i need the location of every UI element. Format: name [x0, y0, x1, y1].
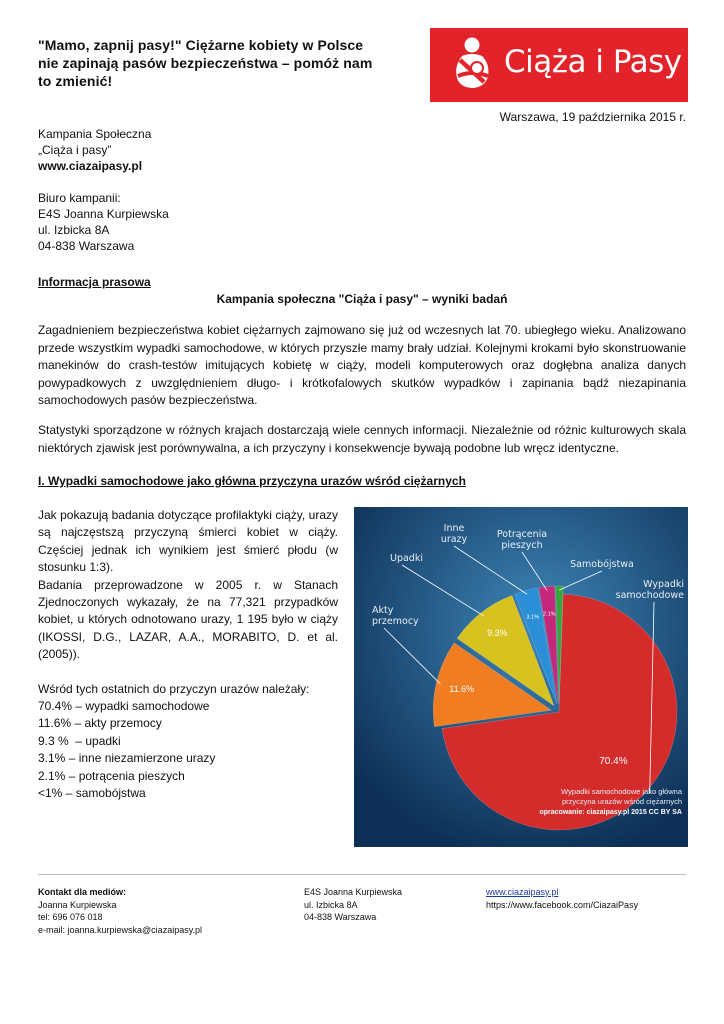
date: Warszawa, 19 października 2015 r.	[499, 110, 686, 124]
contact-title: Kontakt dla mediów:	[38, 887, 127, 897]
section-title: I. Wypadki samochodowe jako główna przyczyna urazów wśród ciężarnych	[38, 474, 466, 488]
slice-category-label: Wypadki	[643, 579, 684, 590]
paragraph-2: Statystyki sporządzone w różnych krajach dostarczają wiele cennych informacji. Niezależnie od różnic kulturowych skala niektórych zjawisk jest porównywalna, a ich przyczyny i konsekwencje bywają podobne lub wręcz identyczne.	[38, 423, 686, 455]
contact-phone: tel: 696 076 018	[38, 912, 103, 922]
list-item: 9.3 % – upadki	[38, 733, 121, 748]
footer-address	[304, 886, 402, 924]
contact-name: Joanna Kurpiewska	[38, 899, 117, 910]
headline	[38, 36, 413, 90]
chart-caption-line: przyczyna urazów wśród ciężarnych	[561, 797, 682, 806]
address-name: E4S Joanna Kurpiewska	[304, 887, 403, 897]
campaign-logo	[430, 28, 688, 102]
facebook-link[interactable]: https://www.facebook.com/CiazaiPasy	[486, 899, 639, 910]
headline-line: nie zapinają pasów bezpieczeństwa – pomóż nam	[38, 55, 373, 71]
chart-caption-line: Wypadki samochodowe jako główna	[561, 787, 682, 796]
pregnant-woman-seatbelt-icon	[444, 36, 500, 94]
headline-line: "Mamo, zapnij pasy!" Ciężarne kobiety w Polsce	[38, 37, 364, 53]
slice-category-label: Inne	[443, 523, 465, 534]
office-title: Biuro kampanii:	[38, 191, 121, 205]
slice-value-label: 70.4%	[599, 755, 628, 767]
campaign-website[interactable]: www.ciazaipasy.pl	[38, 159, 143, 173]
slice-value-label: 2.1%	[543, 611, 556, 618]
list-item: 70.4% – wypadki samochodowe	[38, 699, 210, 714]
slice-category-label: Upadki	[390, 553, 423, 564]
pie-chart	[354, 507, 688, 847]
left-paragraph-3: Wśród tych ostatnich do przyczyn urazów należały:	[38, 681, 310, 696]
office-city: 04-838 Warszawa	[38, 239, 135, 253]
headline-line: to zmienić!	[38, 73, 113, 89]
left-column	[38, 507, 338, 803]
slice-value-label: 3.1%	[526, 614, 540, 621]
list-item: 11.6% – akty przemocy	[38, 716, 162, 731]
office-info	[38, 190, 169, 254]
footer-divider	[38, 874, 686, 875]
subtitle: Kampania społeczna "Ciąża i pasy" – wyniki badań	[216, 292, 508, 306]
footer-contact	[38, 886, 202, 936]
campaign-line: Kampania Społeczna	[38, 127, 152, 141]
logo-text: Ciąża i Pasy	[504, 44, 682, 80]
address-city: 04-838 Warszawa	[304, 912, 377, 922]
contact-email[interactable]: e-mail: joanna.kurpiewska@ciazaipasy.pl	[38, 924, 203, 935]
left-paragraph-1: Jak pokazują badania dotyczące profilaktyki ciąży, urazy są najczęstszą przyczyną śmierci kobiet w ciąży. Częściej jednak ich wynikiem jest śmierć płodu (w stosunku 1:3).	[38, 508, 338, 575]
slice-category-label: przemocy	[372, 616, 419, 627]
list-item: 3.1% – inne niezamierzone urazy	[38, 751, 216, 766]
slice-category-label: pieszych	[501, 540, 543, 551]
slice-category-label: Potrącenia	[496, 529, 548, 540]
slice-value-label: 9.3%	[487, 628, 508, 639]
paragraph-1: Zagadnieniem bezpieczeństwa kobiet ciężarnych zajmowano się już od wczesnych lat 70. ubiegłego wieku. Analizowano przede wszystkim wypadki samochodowe, w których przyszłe mamy brały udział. Kolejnymi krokami było skonstruowanie manekinów do crash-testów imitujących kobietę w ciąży, modeli komputerowych oraz dogłębna analiza danych powypadkowych z uwzględnieniem długo- i krótkofalowych skutków wypadków i zapinania bądź niezapinania samochodowych pasów bezpieczeństwa.	[38, 323, 686, 407]
office-name: E4S Joanna Kurpiewska	[38, 207, 169, 221]
chart-credit: opracowanie: ciazaipasy.pl 2015 CC BY SA	[539, 809, 682, 816]
office-street: ul. Izbicka 8A	[38, 223, 110, 237]
slice-category-label: Akty	[372, 605, 394, 616]
pie-chart-panel	[354, 507, 688, 847]
press-label: Informacja prasowa	[38, 275, 151, 289]
website-link[interactable]: www.ciazaipasy.pl	[486, 887, 559, 897]
slice-value-label: 11.6%	[449, 683, 475, 694]
campaign-line: „Ciąża i pasy”	[38, 143, 112, 157]
slice-category-label: urazy	[440, 534, 468, 545]
campaign-info	[38, 126, 151, 174]
slice-category-label: samochodowe	[615, 590, 684, 601]
footer-links	[486, 886, 638, 911]
left-paragraph-2: Badania przeprowadzone w 2005 r. w Stanach Zjednoczonych wykazały, że na 77,321 przypadków kobiet, u których odnotowano urazy, 1 195 było w ciąży (IKOSSI, D.G., LAZAR, A.A., MORABITO, D. et al. (2005)).	[38, 577, 338, 662]
list-item: 2.1% – potrącenia pieszych	[38, 768, 185, 783]
address-street: ul. Izbicka 8A	[304, 899, 358, 910]
list-item: <1% – samobójstwa	[38, 786, 146, 801]
slice-category-label: Samobójstwa	[570, 559, 634, 570]
